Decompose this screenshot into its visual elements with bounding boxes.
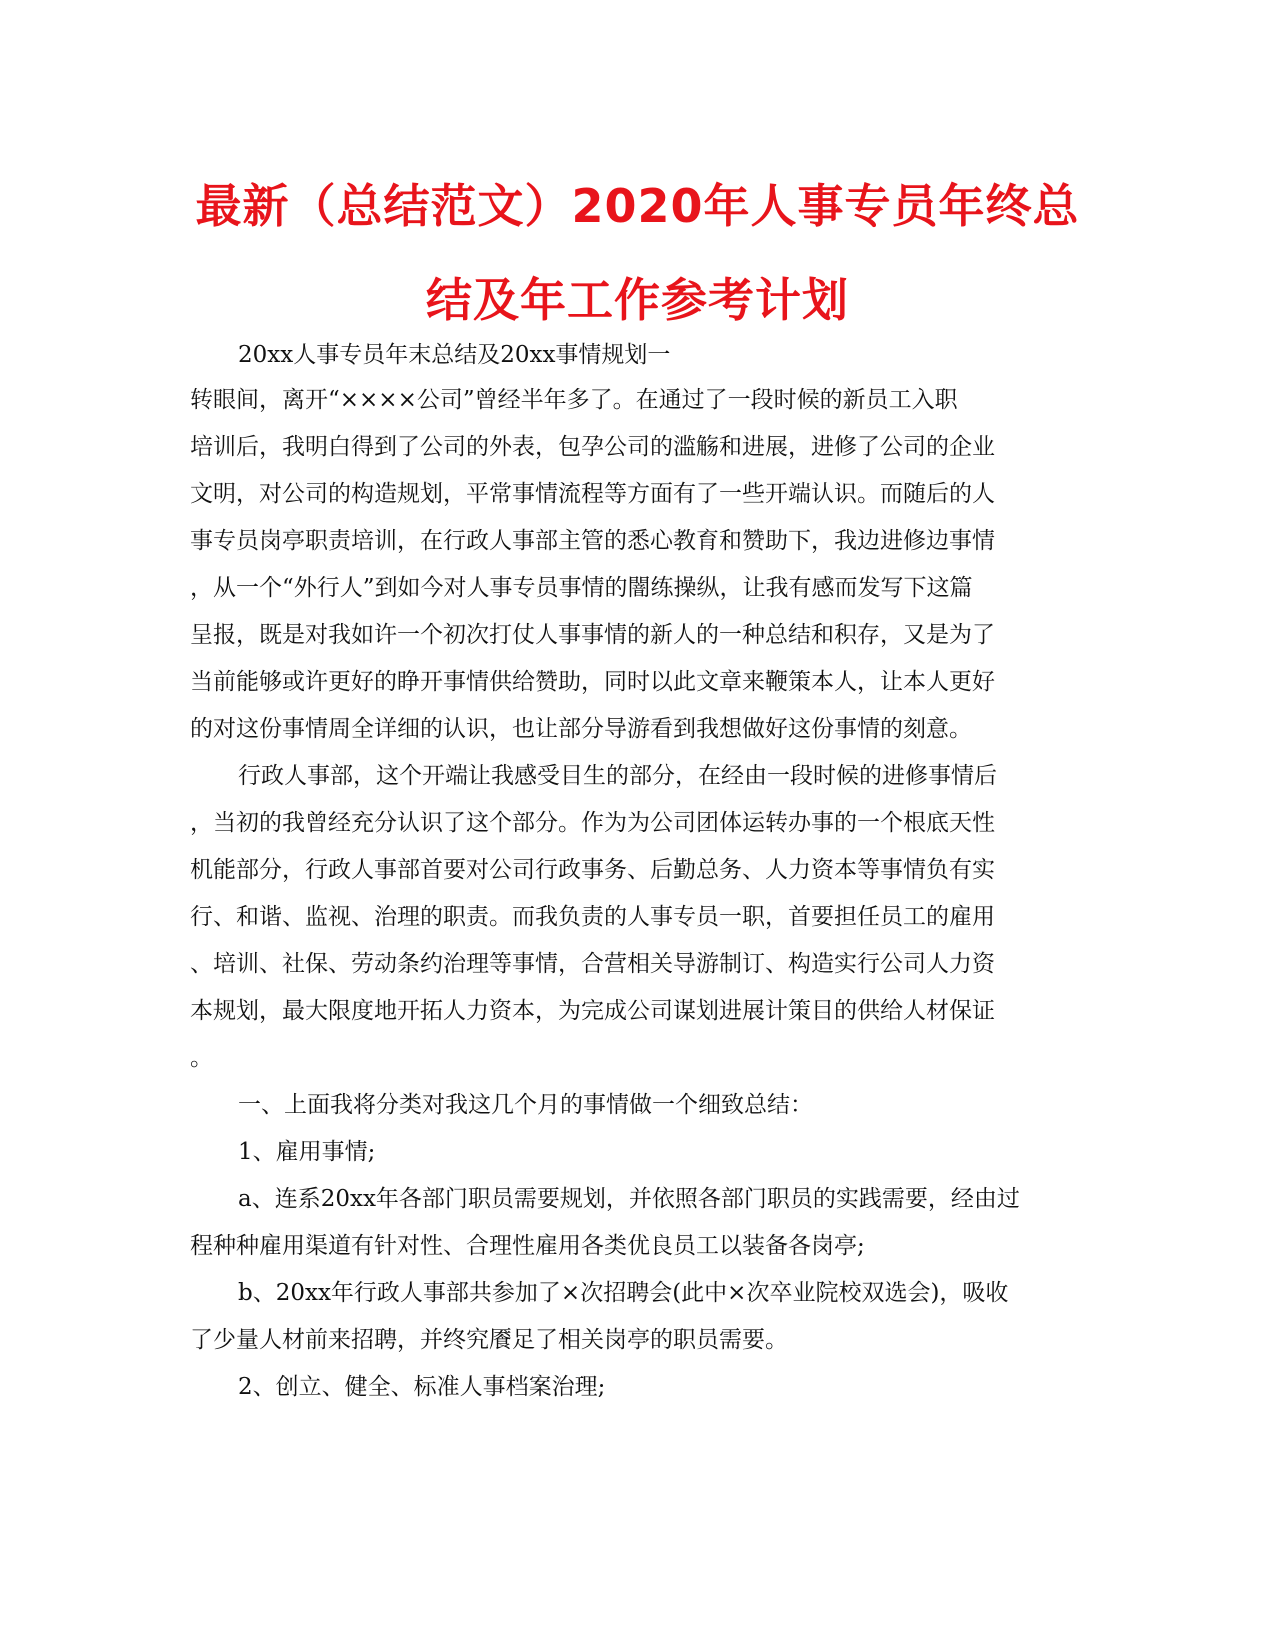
- text-line: b、20xx年行政人事部共参加了×次招聘会(此中×次卒业院校双选会)，吸收: [238, 1280, 1009, 1306]
- section-heading: 一、上面我将分类对我这几个月的事情做一个细致总结：: [238, 1092, 813, 1118]
- text-line: 了少量人材前来招聘，并终究餍足了相关岗亭的职员需要。: [190, 1327, 788, 1353]
- subsection-heading: 2、创立、健全、标准人事档案治理;: [238, 1374, 606, 1400]
- text-line: 20xx人事专员年末总结及20xx事情规划一: [238, 342, 671, 368]
- text-line: 当前能够或许更好的睁开事情供给赞助，同时以此文章来鞭策本人，让本人更好: [190, 669, 995, 695]
- text-line: 呈报，既是对我如许一个初次打仗人事事情的新人的一种总结和积存，又是为了: [190, 622, 995, 648]
- text-line: 行政人事部，这个开端让我感受目生的部分，在经由一段时候的进修事情后: [238, 763, 997, 789]
- text-line: 事专员岗亭职责培训，在行政人事部主管的悉心教育和赞助下，我边进修边事情: [190, 528, 995, 554]
- text-line: 的对这份事情周全详细的认识，也让部分导游看到我想做好这份事情的刻意。: [190, 716, 972, 742]
- text-line: a、连系20xx年各部门职员需要规划，并依照各部门职员的实践需要，经由过: [238, 1186, 1020, 1212]
- document-title-line-1: 最新（总结范文）2020年人事专员年终总: [195, 179, 1080, 233]
- text-line: 文明，对公司的构造规划，平常事情流程等方面有了一些开端认识。而随后的人: [190, 481, 995, 507]
- text-line: 。: [190, 1045, 213, 1071]
- text-line: ，从一个“外行人”到如今对人事专员事情的闇练操纵，让我有感而发写下这篇: [190, 575, 973, 601]
- text-line: 培训后，我明白得到了公司的外表，包孕公司的滥觞和进展，进修了公司的企业: [190, 434, 995, 460]
- text-line: 、培训、社保、劳动条约治理等事情，合营相关导游制订、构造实行公司人力资: [190, 951, 995, 977]
- text-line: 机能部分，行政人事部首要对公司行政事务、后勤总务、人力资本等事情负有实: [190, 857, 995, 883]
- text-line: 程种种雇用渠道有针对性、合理性雇用各类优良员工以装备各岗亭;: [190, 1233, 865, 1259]
- text-line: 行、和谐、监视、治理的职责。而我负责的人事专员一职，首要担任员工的雇用: [190, 904, 995, 930]
- text-line: 本规划，最大限度地开拓人力资本，为完成公司谋划进展计策目的供给人材保证: [190, 998, 995, 1024]
- text-line: 转眼间，离开“××××公司”曾经半年多了。在通过了一段时候的新员工入职: [190, 387, 958, 413]
- subsection-heading: 1、雇用事情;: [238, 1139, 376, 1165]
- document-title-line-2: 结及年工作参考计划: [426, 273, 849, 327]
- text-line: ，当初的我曾经充分认识了这个部分。作为为公司团体运转办事的一个根底天性: [190, 810, 995, 836]
